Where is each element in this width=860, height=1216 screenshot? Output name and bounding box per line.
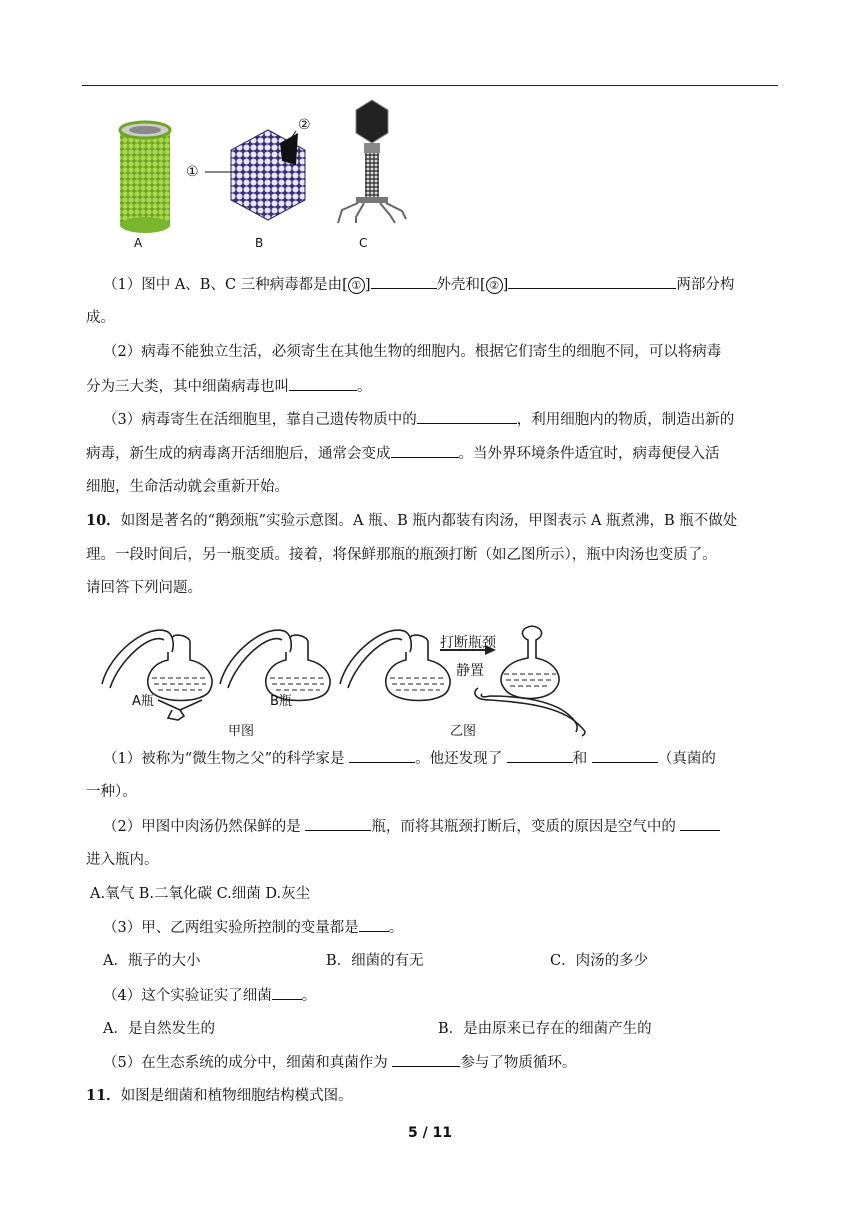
flask-yi-left — [340, 630, 450, 700]
swan-neck-flask-figure — [100, 612, 600, 742]
virus-c-image — [338, 100, 406, 223]
q10-part2-line1: （2）甲图中肉汤仍然保鲜的是 瓶，而将其瓶颈打断后，变质的原因是空气中的 — [103, 816, 720, 837]
page-number: 5 / 11 — [407, 1125, 453, 1141]
virus-a-image — [120, 122, 170, 233]
q9-part3-line3: 细胞，生命活动就会重新开始。 — [86, 479, 289, 495]
figure-jia-label: 甲图 — [228, 724, 255, 739]
q11-stem: 11．如图是细菌和植物细胞结构模式图。 — [86, 1087, 353, 1104]
q10-stem-line3: 请回答下列问题。 — [86, 580, 202, 596]
header-rule — [82, 85, 778, 86]
flask-a — [102, 630, 212, 720]
q10-part2-line2: 进入瓶内。 — [86, 852, 159, 868]
flask-b-label: B瓶 — [270, 694, 292, 709]
q10-part4-option-a: A．是自然发生的 — [103, 1021, 215, 1037]
figure-yi-label: 乙图 — [450, 724, 477, 739]
marker-1: ① — [186, 164, 199, 180]
virus-b-image — [205, 130, 305, 220]
figure-label-c: C — [359, 236, 368, 250]
q10-stem-line1: 10．如图是著名的“鹅颈瓶”实验示意图。A 瓶、B 瓶内都装有肉汤，甲图表示 A 瓶煮沸，B 瓶不做处 — [86, 512, 738, 529]
q9-part2-line2: 分为三大类，其中细菌病毒也叫 。 — [86, 376, 372, 397]
q10-part3-option-a: A．瓶子的大小 — [103, 953, 201, 969]
q10-part2-options: A.氧气 B.二氧化碳 C.细菌 D.灰尘 — [90, 886, 311, 902]
q9-part1-line1: （1）图中 A、B、C 三种病毒都是由[ ① ] 外壳和[ ② ] 两部分构 — [103, 274, 734, 295]
q9-part1-line2: 成。 — [86, 310, 115, 326]
q10-part3-line: （3）甲、乙两组实验所控制的变量都是 。 — [103, 917, 403, 938]
q9-part3-line2: 病毒，新生成的病毒离开活细胞后，通常会变成 。当外界环境条件适宜时，病毒便侵入活 — [86, 443, 720, 464]
flask-a-label: A瓶 — [132, 694, 154, 709]
q10-part3-option-b: B．细菌的有无 — [326, 953, 424, 969]
figure-label-a: A — [134, 236, 143, 250]
arrow-label-bottom: 静置 — [456, 663, 484, 679]
q10-part5-line: （5）在生态系统的成分中，细菌和真菌作为 参与了物质循环。 — [103, 1052, 576, 1073]
virus-figure — [110, 95, 420, 255]
q10-stem-line2: 理。一段时间后，另一瓶变质。接着，将保鲜那瓶的瓶颈打断（如乙图所示），瓶中肉汤也变质了。 — [86, 547, 717, 563]
q9-part2-line1: （2）病毒不能独立生活，必须寄生在其他生物的细胞内。根据它们寄生的细胞不同，可以将病毒 — [103, 344, 722, 360]
q10-part4-line: （4）这个实验证实了细菌 。 — [103, 985, 316, 1006]
q10-part4-option-b: B．是由原来已存在的细菌产生的 — [438, 1021, 652, 1037]
marker-2: ② — [298, 117, 311, 133]
q9-part3-line1: （3）病毒寄生在活细胞里，靠自己遗传物质中的 ，利用细胞内的物质，制造出新的 — [103, 409, 734, 430]
figure-label-b: B — [255, 236, 264, 250]
q10-part1-line2: 一种）。 — [86, 784, 137, 800]
q10-part3-option-c: C．肉汤的多少 — [550, 953, 649, 969]
arrow-label-top: 打断瓶颈 — [440, 635, 496, 651]
q10-part1-line1: （1）被称为“微生物之父”的科学家是 。他还发现了 和 （真菌的 — [103, 748, 716, 769]
